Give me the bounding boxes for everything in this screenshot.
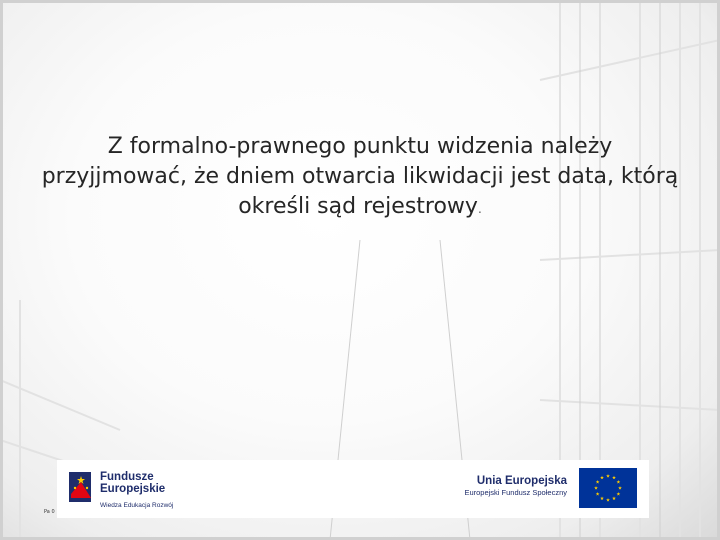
page-number: Pa 0 [44, 509, 55, 515]
eu-flag-icon [579, 468, 637, 508]
slide-body-text [40, 132, 680, 224]
fundusze-europejskie-logo [67, 466, 207, 514]
eu-text-block [441, 474, 567, 498]
eu-title: Unia Europejska [476, 475, 567, 487]
fe-title [100, 471, 165, 495]
eu-fund-name: Europejski Fundusz Społeczny [464, 488, 567, 497]
fe-subtitle: Wiedza Edukacja Rozwój [100, 502, 174, 509]
body-tail-text: . [477, 202, 482, 216]
logo-bar [57, 460, 649, 518]
body-main-text: Z formalno-prawnego punktu widzenia należy przyjjmować, że dniem otwarcia likwidacji jest data, którą określi sąd rejestrowy [41, 134, 679, 219]
funds-logo-icon [67, 468, 95, 508]
fe-title-line2: Europejskie [100, 483, 166, 495]
fe-title-line1: Fundusze [100, 471, 154, 483]
